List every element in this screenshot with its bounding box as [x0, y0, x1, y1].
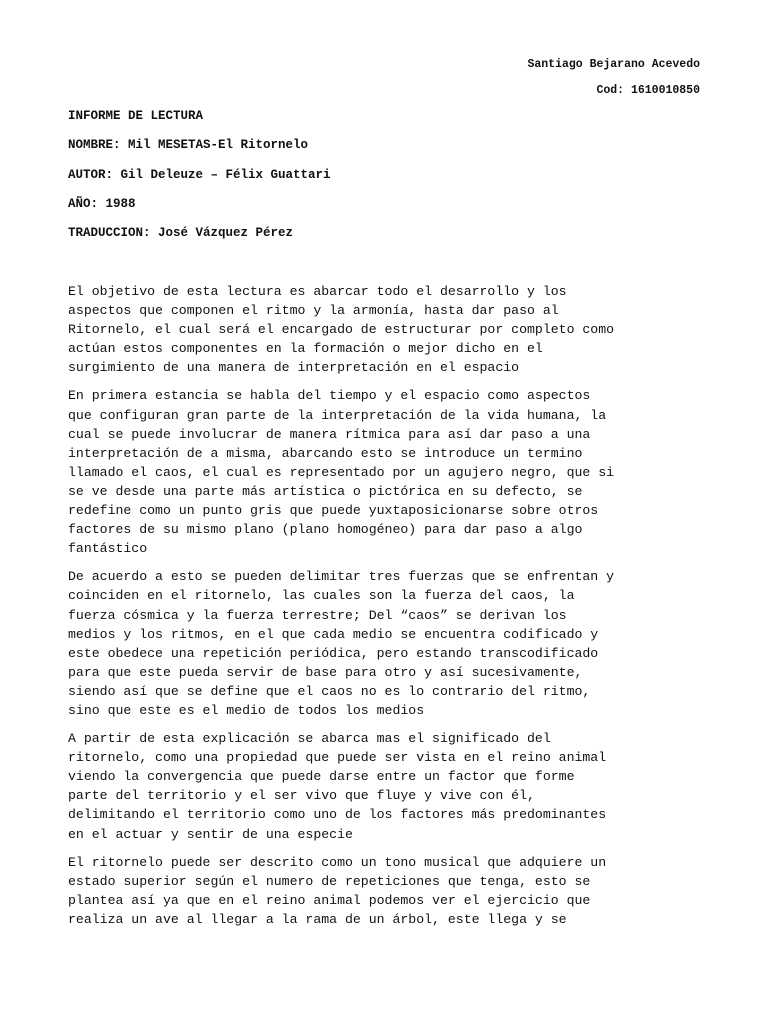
paragraph-line: en el actuar y sentir de una especie: [68, 826, 353, 842]
paragraph: [68, 729, 708, 844]
paragraph-line: interpretación de a misma, abarcando esto se introduce un termino: [68, 445, 583, 461]
report-title: INFORME DE LECTURA: [68, 109, 204, 123]
paragraph-line: De acuerdo a esto se pueden delimitar tres fuerzas que se enfrentan y: [68, 569, 615, 585]
student-code: Cod: 1610010850: [596, 84, 700, 97]
paragraph-line: ritornelo, como una propiedad que puede ser vista en el reino animal: [68, 750, 607, 766]
paragraph-line: sino que este es el medio de todos los medios: [68, 702, 425, 718]
paragraph-line: siendo así que se define que el caos no es lo contrario del ritmo,: [68, 683, 591, 699]
paragraph-line: estado superior según el numero de repeticiones que tenga, esto se: [68, 873, 591, 889]
paragraph-line: cual se puede involucrar de manera rítmica para así dar paso a una: [68, 426, 591, 442]
paragraph-line: delimitando el territorio como uno de los factores más predominantes: [68, 807, 607, 823]
paragraph-line: Ritornelo, el cual será el encargado de estructurar por completo como: [68, 322, 615, 338]
report-header: [68, 104, 331, 250]
author-info: [527, 52, 700, 104]
paragraph-line: coinciden en el ritornelo, las cuales son la fuerza del caos, la: [68, 588, 575, 604]
book-authors: AUTOR: Gil Deleuze – Félix Guattari: [68, 167, 331, 182]
paragraph-line: actúan estos componentes en la formación o mejor dicho en el: [68, 341, 543, 357]
paragraph-line: fantástico: [68, 541, 148, 557]
author-name: Santiago Bejarano Acevedo: [527, 58, 700, 71]
paragraph-line: factores de su mismo plano (plano homogéneo) para dar paso a algo: [68, 522, 583, 538]
publication-year: AÑO: 1988: [68, 196, 136, 211]
paragraph-line: llamado el caos, el cual es representado por un agujero negro, que si: [68, 464, 615, 480]
paragraph-line: este obedece una repetición periódica, pero estando transcodificado: [68, 645, 599, 661]
paragraph-line: redefine como un punto gris que puede yuxtaposicionarse sobre otros: [68, 503, 599, 519]
paragraph: [68, 567, 708, 720]
report-body: [68, 282, 708, 938]
paragraph-line: plantea así ya que en el reino animal podemos ver el ejercicio que: [68, 892, 591, 908]
paragraph-line: realiza un ave al llegar a la rama de un árbol, este llega y se: [68, 911, 567, 927]
paragraph-line: medios y los ritmos, en el que cada medio se encuentra codificado y: [68, 626, 599, 642]
translator: TRADUCCION: José Vázquez Pérez: [68, 226, 294, 241]
paragraph-line: se ve desde una parte más artística o pictórica en su defecto, se: [68, 483, 583, 499]
paragraph-line: viendo la convergencia que puede darse entre un factor que forme: [68, 769, 575, 785]
paragraph-line: En primera estancia se habla del tiempo y el espacio como aspectos: [68, 388, 591, 404]
paragraph-line: para que este pueda servir de base para otro y así sucesivamente,: [68, 664, 583, 680]
paragraph-line: aspectos que componen el ritmo y la armonía, hasta dar paso al: [68, 303, 559, 319]
paragraph: [68, 853, 708, 929]
book-name: NOMBRE: Mil MESETAS-El Ritornelo: [68, 138, 309, 153]
paragraph-line: que configuran gran parte de la interpretación de la vida humana, la: [68, 407, 607, 423]
paragraph-line: A partir de esta explicación se abarca mas el significado del: [68, 731, 551, 747]
paragraph-line: fuerza cósmica y la fuerza terrestre; Del “caos” se derivan los: [68, 607, 567, 623]
paragraph-line: El ritornelo puede ser descrito como un tono musical que adquiere un: [68, 854, 607, 870]
paragraph-line: El objetivo de esta lectura es abarcar todo el desarrollo y los: [68, 284, 567, 299]
paragraph: [68, 282, 708, 377]
paragraph-line: parte del territorio y el ser vivo que fluye y vive con él,: [68, 788, 535, 804]
paragraph-line: surgimiento de una manera de interpretación en el espacio: [68, 360, 520, 376]
paragraph: [68, 386, 708, 558]
